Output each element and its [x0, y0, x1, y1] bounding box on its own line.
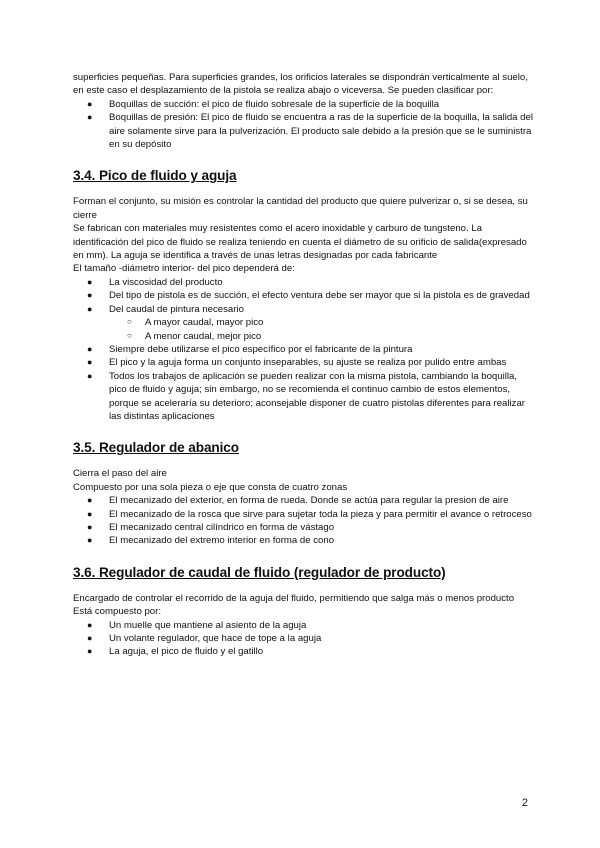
list-item: ● El pico y la aguja forma un conjunto inseparables, su ajuste se realiza por pulido entre ambas	[87, 357, 507, 369]
fan-regulator-list	[73, 494, 533, 548]
paragraph: Se fabrican con materiales muy resistentes como el acero inoxidable y carburo de tungsteno. La identificación del pico de fluido se realiza teniendo en cuenta el diámetro de su orificio de salida(expresado en mm). La aguja se identifica a través de unas letras designadas por cada fabricante	[73, 223, 527, 262]
list-item: ● Boquillas de succión: el pico de fluido sobresale de la superficie de la boquilla	[87, 98, 440, 110]
bullet-disc: ●	[87, 276, 93, 287]
list-item: ● Del caudal de pintura necesario ○ A mayor caudal, mayor pico ○ A menor caudal, mejor pico	[73, 303, 533, 343]
bullet-disc: ●	[87, 521, 93, 532]
list-item: ● Siempre debe utilizarse el pico específico por el fabricante de la pintura	[87, 343, 413, 355]
section-heading-3-6: 3.6. Regulador de caudal de fluido (regulador de producto)	[73, 564, 446, 580]
bullet-disc: ●	[87, 370, 93, 381]
bullet-disc: ●	[87, 633, 93, 643]
paragraph: Está compuesto por:	[73, 606, 161, 618]
paragraph: Forman el conjunto, su misión es controlar la cantidad del producto que quiere pulverizar o, si se desea, su cierre	[73, 196, 528, 221]
list-item: ● El mecanizado del extremo interior en forma de cono	[87, 535, 335, 547]
bullet-circle: ○	[127, 317, 132, 327]
list-item: ● Un muelle que mantiene al asiento de la aguja	[87, 619, 307, 631]
paragraph: Cierra el paso del aire	[73, 468, 167, 480]
list-item: ● Boquillas de presión: El pico de fluido se encuentra a ras de la superficie de la boquilla, la salida del aire solamente sirve para la pulverización. El producto sale debido a la presión que se le suministra en su depósito	[87, 112, 533, 151]
bullet-disc: ●	[87, 646, 93, 657]
intro-paragraph: superficies pequeñas. Para superficies grandes, los orificios laterales se dispondrán verticalmente al suelo, en este caso el desplazamiento de la pistola se realiza abajo o viceversa. Se pueden clasificar por:	[73, 72, 528, 97]
bullet-disc: ●	[87, 343, 93, 354]
bullet-disc: ●	[87, 357, 93, 368]
sub-list	[109, 316, 533, 343]
bullet-disc: ●	[87, 508, 93, 519]
page-number: 2	[521, 797, 528, 809]
list-item: ● Un volante regulador, que hace de tope a la aguja	[87, 633, 322, 644]
list-item: ● El mecanizado del exterior, en forma de rueda. Donde se actúa para regular la presion de aire	[87, 495, 509, 507]
paragraph: Compuesto por una sola pieza o eje que consta de cuatro zonas	[73, 481, 348, 493]
list-item: ● El mecanizado de la rosca que sirve para sujetar toda la pieza y para permitir el avance o retroceso	[87, 508, 532, 520]
paragraph: Encargado de controlar el recorrido de la aguja del fluido, permitiendo que salga más o menos producto	[73, 592, 515, 604]
list-item: ● La viscosidad del producto	[87, 276, 223, 288]
list-item: ● El mecanizado central cilíndrico en forma de vástago	[87, 521, 335, 533]
bullet-disc: ●	[87, 290, 93, 301]
nozzle-size-list	[73, 276, 533, 423]
list-item: ● Del tipo de pistola es de succión, el efecto ventura debe ser mayor que si la pistola es de gravedad	[87, 290, 530, 302]
paragraph: El tamaño -diámetro interior- del pico dependerá de:	[73, 263, 295, 275]
list-item: ● La aguja, el pico de fluido y el gatillo	[87, 646, 264, 658]
bullet-disc: ●	[87, 619, 93, 630]
sub-list-item: ○ A menor caudal, mejor pico	[127, 330, 262, 342]
flow-regulator-list	[73, 619, 533, 659]
bullet-disc: ●	[87, 495, 93, 506]
bullet-disc: ●	[87, 303, 93, 314]
bullet-disc: ●	[87, 98, 93, 109]
bullet-disc: ●	[87, 112, 93, 123]
nozzle-type-list	[73, 98, 533, 152]
page-content	[73, 71, 533, 659]
section-heading-3-5: 3.5. Regulador de abanico	[73, 440, 239, 456]
bullet-circle: ○	[127, 330, 132, 340]
sub-list-item: ○ A mayor caudal, mayor pico	[127, 317, 264, 329]
bullet-disc: ●	[87, 535, 93, 546]
list-item: ● Todos los trabajos de aplicación se pueden realizar con la misma pistola, cambiando la boquilla, pico de fluido y aguja; sin embargo, no se recomienda el continuo cambio de estos elementos, porque se aceleraría su deterioro; aconsejable disponer de cuatro pistolas diferentes para realizar las distintas aplicaciones	[87, 370, 525, 422]
section-heading-3-4: 3.4. Pico de fluido y aguja	[73, 168, 237, 184]
